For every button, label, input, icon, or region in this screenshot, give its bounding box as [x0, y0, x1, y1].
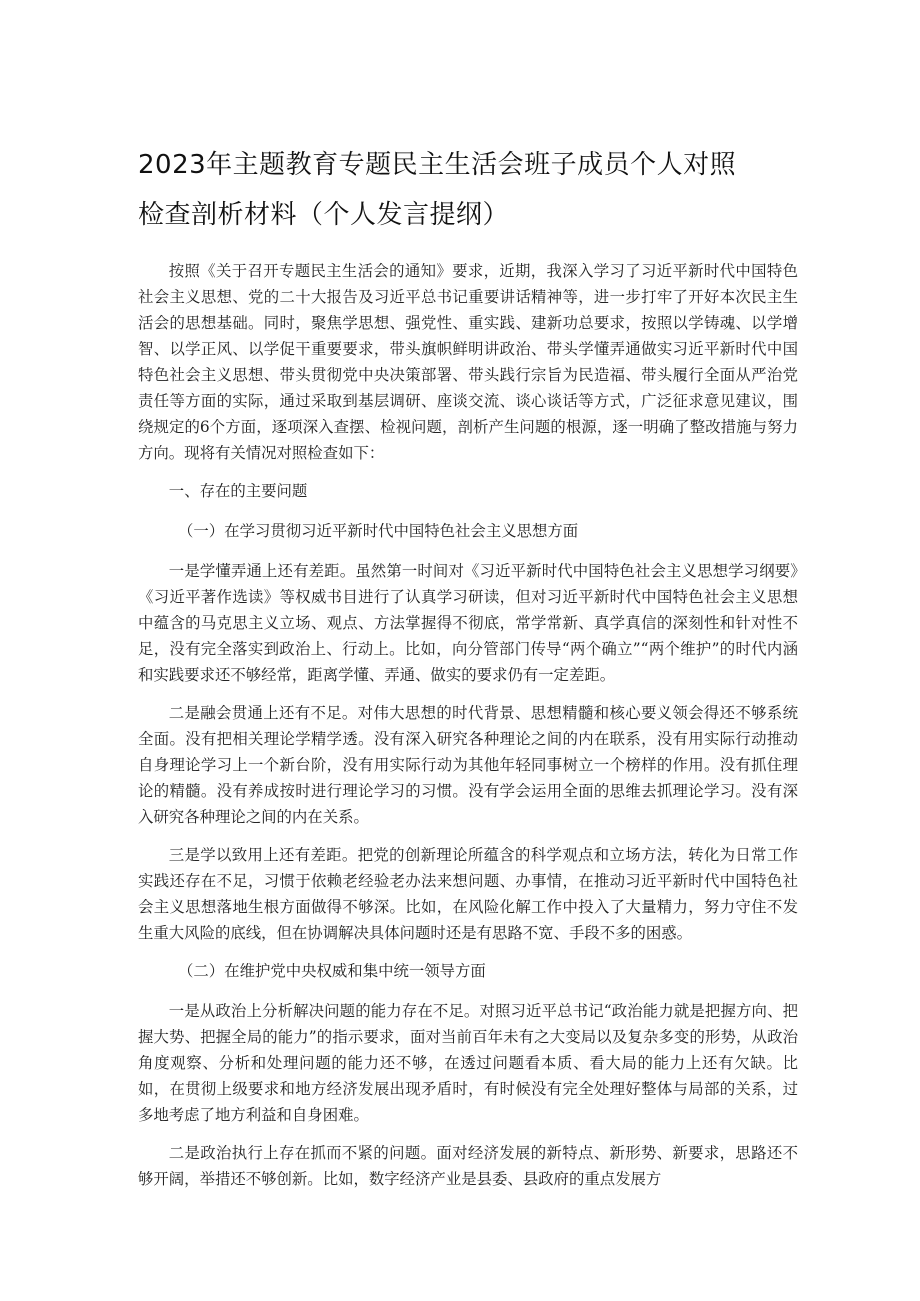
subsection-2-paragraph-2: 二是政治执行上存在抓而不紧的问题。面对经济发展的新特点、新形势、新要求，思路还不够开阔，举措还不够创新。比如，数字经济产业是县委、县政府的重点发展方 [138, 1144, 798, 1188]
subsection-2-paragraph-1: 一是从政治上分析解决问题的能力存在不足。对照习近平总书记“政治能力就是把握方向、把握大势、把握全局的能力”的指示要求，面对当前百年未有之大变局以及复杂多变的形势，从政治角度观察、分析和处理问题的能力还不够，在透过问题看本质、看大局的能力上还有欠缺。比如，在贯彻上级要求和地方经济发展出现矛盾时，有时候没有完全处理好整体与局部的关系，过多地考虑了地方利益和自身困难。 [138, 1002, 798, 1124]
subsection-1-paragraph-2: 二是融会贯通上还有不足。对伟大思想的时代背景、思想精髓和核心要义领会得还不够系统全面。没有把相关理论学精学透。没有深入研究各种理论之间的内在联系，没有用实际行动推动自身理论学习上一个新台阶，没有用实际行动为其他年轻同事树立一个榜样的作用。没有抓住理论的精髓。没有养成按时进行理论学习的习惯。没有学会运用全面的思维去抓理论学习。没有深入研究各种理论之间的内在关系。 [138, 704, 798, 826]
subsection-1-paragraph-3: 三是学以致用上还有差距。把党的创新理论所蕴含的科学观点和立场方法，转化为日常工作实践还存在不足，习惯于依赖老经验老办法来想问题、办事情，在推动习近平新时代中国特色社会主义思想落地生根方面做得不够深。比如，在风险化解工作中投入了大量精力，努力守住不发生重大风险的底线，但在协调解决具体问题时还是有思路不宽、手段不多的困惑。 [138, 846, 798, 942]
document-title [138, 140, 798, 240]
section-heading-problems: 一、存在的主要问题 [168, 482, 308, 500]
subsection-1-paragraph-1: 一是学懂弄通上还有差距。虽然第一时间对《习近平新时代中国特色社会主义思想学习纲要》《习近平著作选读》等权威书目进行了认真学习研读，但对习近平新时代中国特色社会主义思想中蕴含的马克思主义立场、观点、方法掌握得不彻底，常学常新、真学真信的深刻性和针对性不足，没有完全落实到政治上、行动上。比如，向分管部门传导“两个确立”“两个维护”的时代内涵和实践要求还不够经常，距离学懂、弄通、做实的要求仍有一定差距。 [138, 562, 798, 684]
document-page [138, 140, 798, 1204]
intro-paragraph: 按照《关于召开专题民主生活会的通知》要求，近期，我深入学习了习近平新时代中国特色社会主义思想、党的二十大报告及习近平总书记重要讲话精神等，进一步打牢了开好本次民主生活会的思想基础。同时，聚焦学思想、强党性、重实践、建新功总要求，按照以学铸魂、以学增智、以学正风、以学促干重要要求，带头旗帜鲜明讲政治、带头学懂弄通做实习近平新时代中国特色社会主义思想、带头贯彻党中央决策部署、带头践行宗旨为民造福、带头履行全面从严治党责任等方面的实际，通过采取到基层调研、座谈交流、谈心谈话等方式，广泛征求意见建议，围绕规定的6个方面，逐项深入查摆、检视问题，剖析产生问题的根源，逐一明确了整改措施与努力方向。现将有关情况对照检查如下： [138, 262, 798, 462]
subsection-heading-1: （一）在学习贯彻习近平新时代中国特色社会主义思想方面 [178, 522, 579, 540]
title-line-1: 2023年主题教育专题民主生活会班子成员个人对照 [138, 150, 737, 180]
subsection-heading-2: （二）在维护党中央权威和集中统一领导方面 [178, 962, 486, 980]
title-line-2: 检查剖析材料（个人发言提纲） [138, 200, 510, 230]
